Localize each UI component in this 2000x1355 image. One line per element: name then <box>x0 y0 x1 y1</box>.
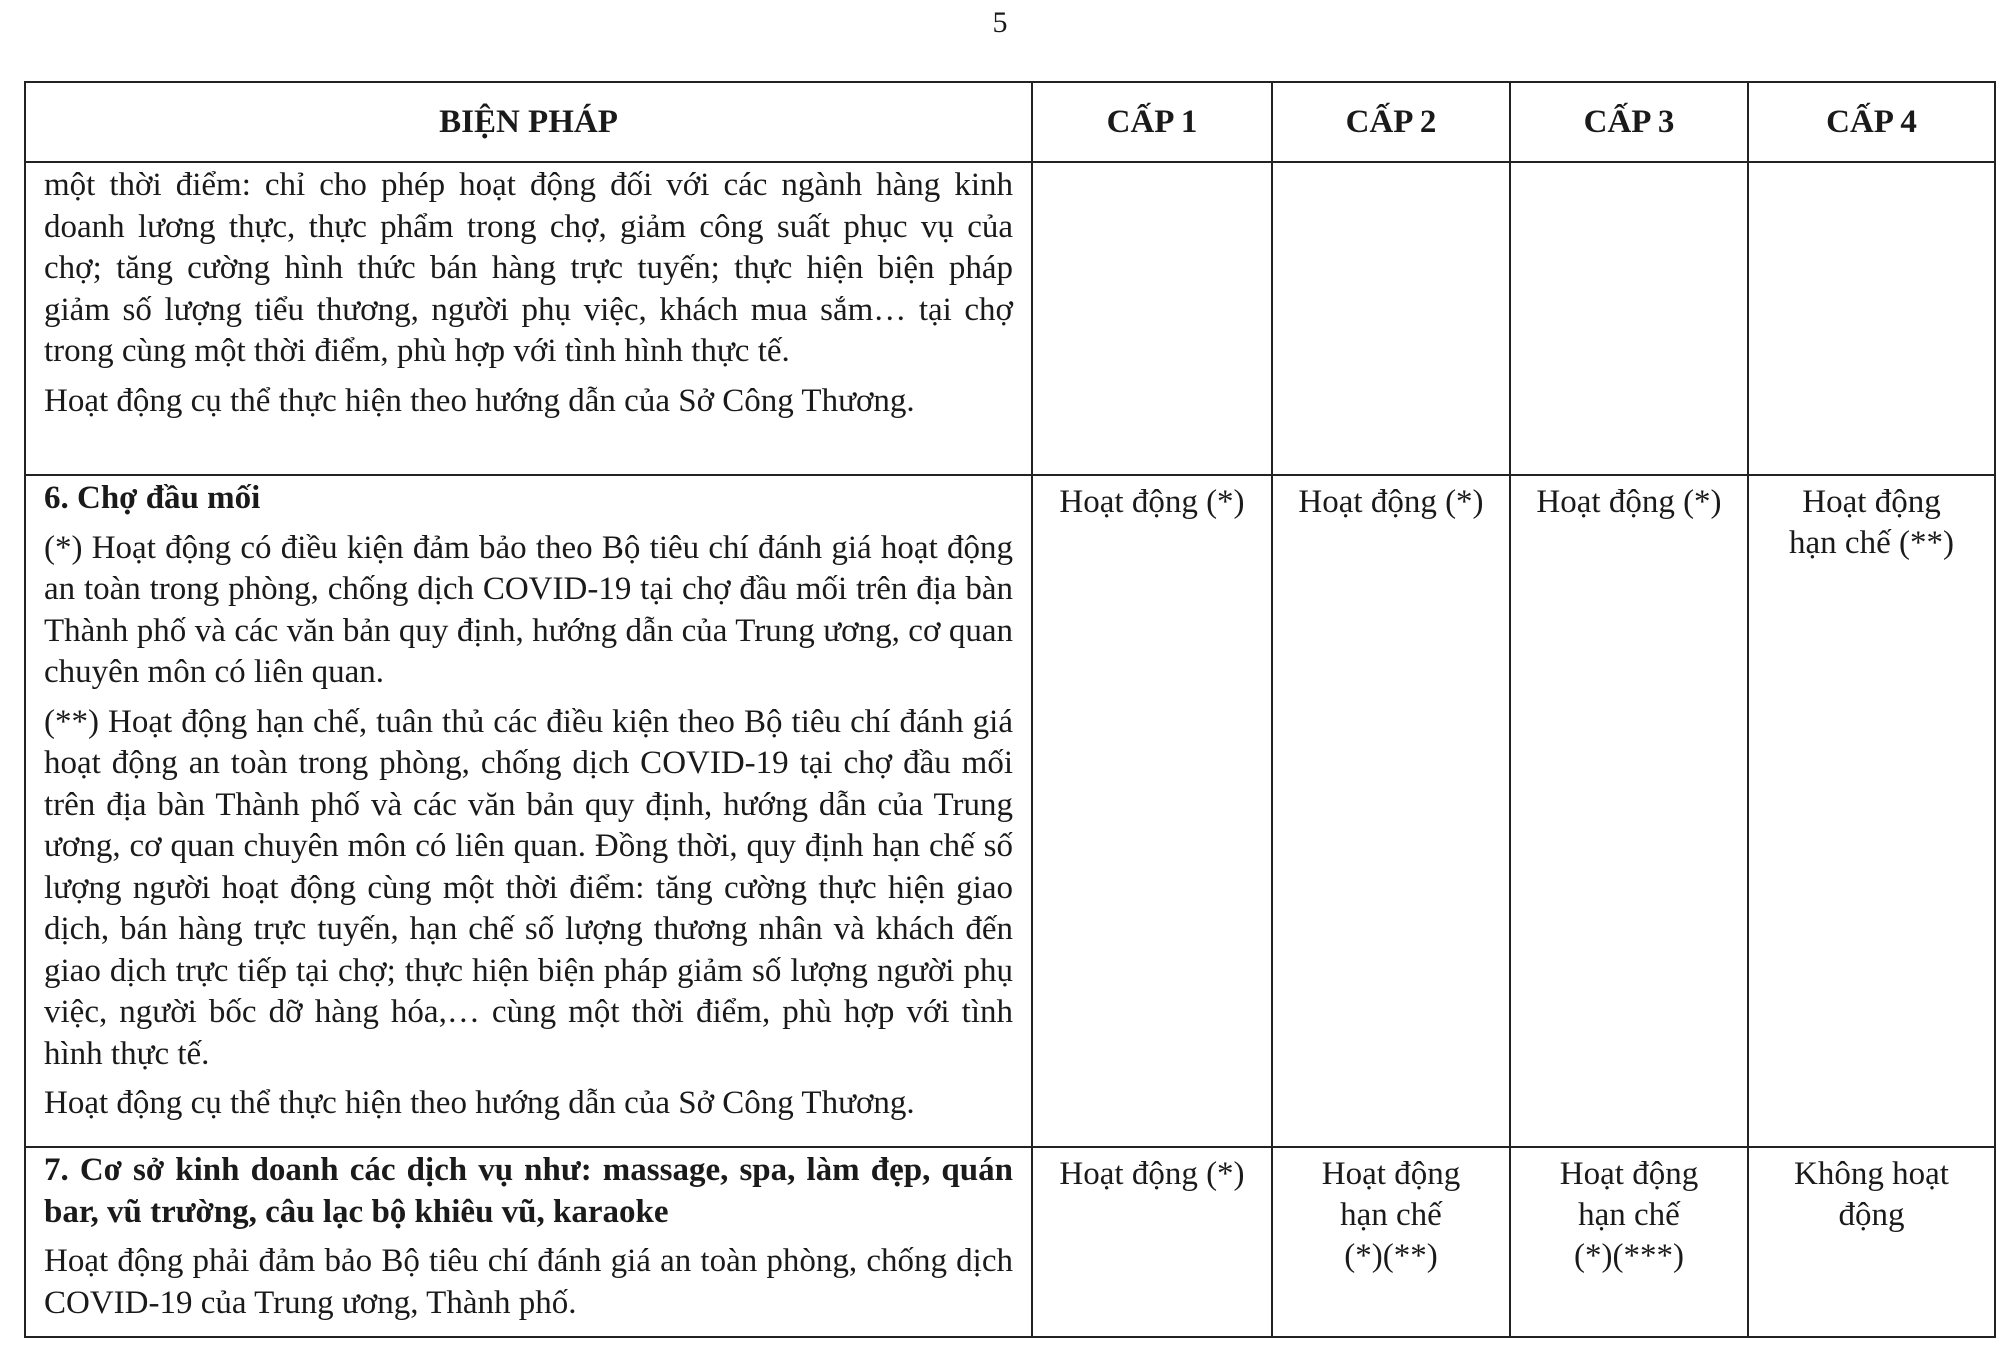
level-status: hạn chế <box>1578 1197 1680 1233</box>
level-status: (*)(**) <box>1344 1238 1438 1274</box>
measure-cell <box>25 162 1032 475</box>
header-level-3: CẤP 3 <box>1510 82 1748 162</box>
table-header-row <box>25 82 1995 162</box>
level-3-cell <box>1510 1147 1748 1337</box>
level-status: Không hoạt <box>1794 1156 1949 1192</box>
table-row <box>25 162 1995 475</box>
measure-paragraph: (*) Hoạt động có điều kiện đảm bảo theo Bộ tiêu chí đánh giá hoạt động an toàn trong phòng, chống dịch COVID-19 tại chợ đầu mối trên địa bàn Thành phố và các văn bản quy định, hướng dẫn của Trung ương, cơ quan chuyên môn có liên quan. <box>44 529 1013 690</box>
level-status: Hoạt động <box>1802 484 1941 520</box>
level-4-cell <box>1748 475 1995 1147</box>
measure-paragraph: (**) Hoạt động hạn chế, tuân thủ các điều kiện theo Bộ tiêu chí đánh giá hoạt động an toàn trong phòng, chống dịch COVID-19 tại chợ đầu mối trên địa bàn Thành phố và các văn bản quy định, hướng dẫn của Trung ương, cơ quan chuyên môn có liên quan. Đồng thời, quy định hạn chế số lượng người hoạt động cùng một thời điểm: tăng cường thực hiện giao dịch, bán hàng trực tuyến, hạn chế số lượng thương nhân và khách đến giao dịch trực tiếp tại chợ; thực hiện biện pháp giảm số lượng người phụ việc, người bốc dỡ hàng hóa,… cùng một thời điểm, phù hợp với tình hình thực tế. <box>44 703 1013 1072</box>
page-number: 5 <box>992 6 1008 39</box>
level-2-cell <box>1272 475 1510 1147</box>
measures-table <box>24 81 1996 1338</box>
header-level-4: CẤP 4 <box>1748 82 1995 162</box>
section-title: 6. Chợ đầu mối <box>44 480 261 516</box>
measure-cell <box>25 475 1032 1147</box>
level-status: hạn chế <box>1340 1197 1442 1233</box>
level-2-cell <box>1272 162 1510 475</box>
level-status: Hoạt động (*) <box>1536 484 1722 520</box>
level-2-cell <box>1272 1147 1510 1337</box>
level-status: (*)(***) <box>1574 1238 1684 1274</box>
level-3-cell <box>1510 475 1748 1147</box>
header-level-2: CẤP 2 <box>1272 82 1510 162</box>
level-4-cell <box>1748 1147 1995 1337</box>
header-measure: BIỆN PHÁP <box>25 82 1032 162</box>
measure-paragraph: Hoạt động phải đảm bảo Bộ tiêu chí đánh giá an toàn phòng, chống dịch COVID-19 của Trung ương, Thành phố. <box>44 1243 1013 1321</box>
level-1-cell <box>1032 1147 1272 1337</box>
level-status: Hoạt động (*) <box>1298 484 1484 520</box>
measure-paragraph: Hoạt động cụ thể thực hiện theo hướng dẫn của Sở Công Thương. <box>44 1085 915 1121</box>
level-3-cell <box>1510 162 1748 475</box>
level-status: Hoạt động <box>1321 1156 1461 1192</box>
level-status: Hoạt động <box>1559 1156 1699 1192</box>
level-1-cell <box>1032 475 1272 1147</box>
table-row <box>25 475 1995 1147</box>
section-title: 7. Cơ sở kinh doanh các dịch vụ như: massage, spa, làm đẹp, quán bar, vũ trường, câu lạc bộ khiêu vũ, karaoke <box>44 1152 1013 1230</box>
level-4-cell <box>1748 162 1995 475</box>
level-status: Hoạt động (*) <box>1059 484 1245 520</box>
level-status: hạn chế (**) <box>1789 525 1954 561</box>
measure-paragraph: Hoạt động cụ thể thực hiện theo hướng dẫn của Sở Công Thương. <box>44 382 915 419</box>
measure-paragraph: một thời điểm: chỉ cho phép hoạt động đối với các ngành hàng kinh doanh lương thực, thực phẩm trong chợ, giảm công suất phục vụ của chợ; tăng cường hình thức bán hàng trực tuyến; thực hiện biện pháp giảm số lượng tiểu thương, người phụ việc, khách mua sắm… tại chợ trong cùng một thời điểm, phù hợp với tình hình thực tế. <box>44 167 1013 369</box>
level-1-cell <box>1032 162 1272 475</box>
level-status: Hoạt động (*) <box>1059 1156 1245 1192</box>
header-level-1: CẤP 1 <box>1032 82 1272 162</box>
level-status: động <box>1838 1197 1905 1233</box>
measure-cell <box>25 1147 1032 1337</box>
table-row <box>25 1147 1995 1337</box>
